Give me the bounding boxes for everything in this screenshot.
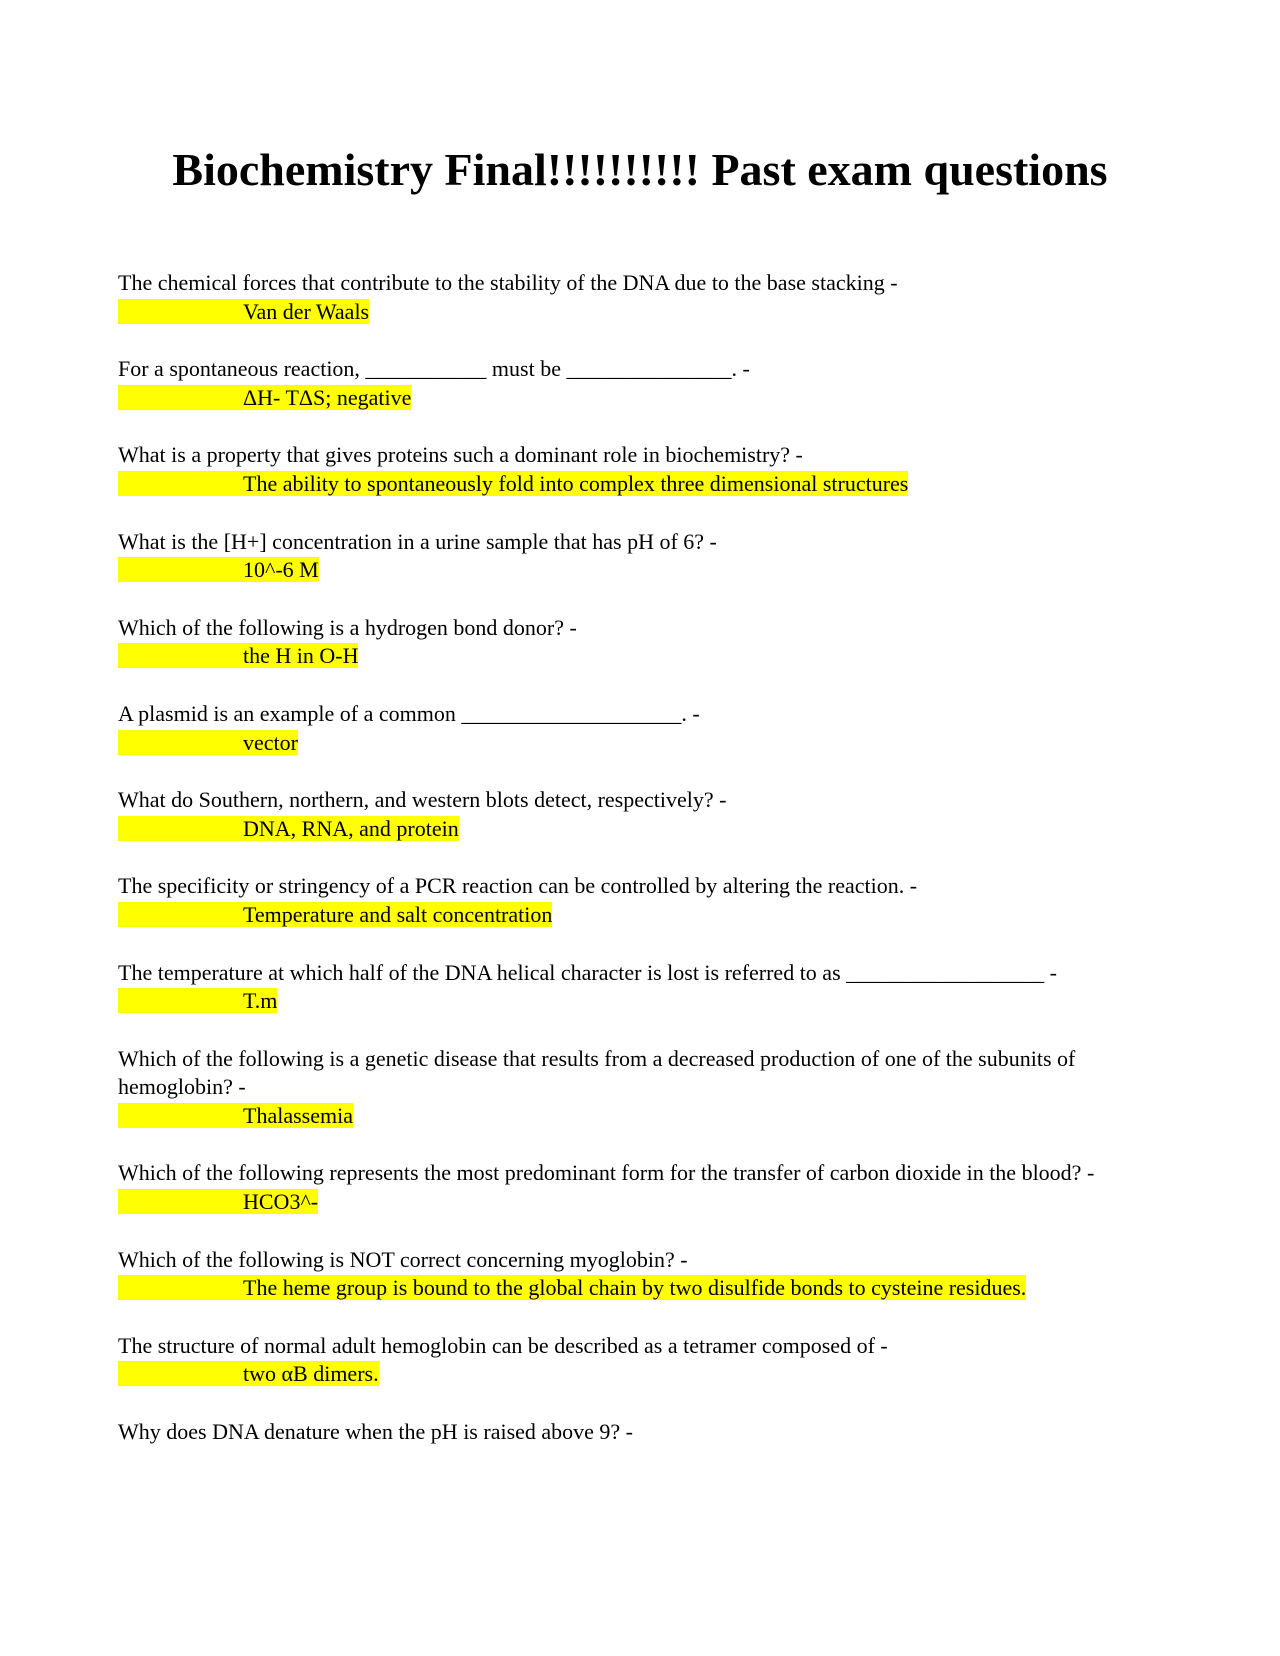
answer-text: DNA, RNA, and protein [118, 816, 459, 841]
answer [118, 1274, 1158, 1303]
qa-item [118, 528, 1158, 585]
answer [118, 1360, 1158, 1389]
question-text: The structure of normal adult hemoglobin can be described as a tetramer composed of - [118, 1332, 888, 1358]
qa-item [118, 441, 1158, 498]
answer-text: The ability to spontaneously fold into complex three dimensional structures [118, 471, 908, 496]
answer [118, 901, 1158, 930]
question-text: For a spontaneous reaction, ___________ must be _______________. - [118, 356, 750, 382]
answer [118, 470, 1158, 499]
qa-item [118, 614, 1158, 671]
qa-item [118, 700, 1158, 757]
answer [118, 384, 1158, 413]
answer-text: The heme group is bound to the global chain by two disulfide bonds to cysteine residues. [118, 1275, 1026, 1300]
question-text: Which of the following represents the most predominant form for the transfer of carbon dioxide in the blood? - [118, 1160, 1095, 1186]
qa-item [118, 1332, 1158, 1389]
question-text: Why does DNA denature when the pH is raised above 9? - [118, 1419, 634, 1445]
answer-text: Thalassemia [118, 1103, 353, 1128]
answer-text: T.m [118, 988, 277, 1013]
question-text: Which of the following is NOT correct concerning myoglobin? - [118, 1246, 688, 1272]
answer-text: HCO3^- [118, 1189, 318, 1214]
answer [118, 1188, 1158, 1217]
qa-item [118, 1418, 1158, 1447]
answer [118, 815, 1158, 844]
answer [118, 556, 1158, 585]
qa-item [118, 1246, 1158, 1303]
answer-text: ΔH- TΔS; negative [118, 385, 411, 410]
answer-text: 10^-6 M [118, 557, 319, 582]
answer [118, 1102, 1158, 1131]
qa-item [118, 355, 1158, 412]
qa-item [118, 1159, 1158, 1216]
question-text: Which of the following is a genetic disease that results from a decreased production of one of the subunits of hemoglobin? - [118, 1045, 1076, 1100]
question-text: A plasmid is an example of a common ____________________. - [118, 700, 700, 726]
qa-item [118, 1045, 1158, 1131]
question-text: What is a property that gives proteins such a dominant role in biochemistry? - [118, 442, 803, 468]
answer-text: two αB dimers. [118, 1361, 379, 1386]
qa-item [118, 959, 1158, 1016]
qa-item [118, 872, 1158, 929]
question-text: What is the [H+] concentration in a urine sample that has pH of 6? - [118, 528, 717, 554]
answer-text: Temperature and salt concentration [118, 902, 552, 927]
question-text: Which of the following is a hydrogen bond donor? - [118, 614, 577, 640]
answer-text: Van der Waals [118, 299, 369, 324]
answer [118, 987, 1158, 1016]
qa-list [118, 269, 1158, 1476]
question-text: The temperature at which half of the DNA helical character is lost is referred to as __________________ - [118, 959, 1057, 985]
document-title: Biochemistry Final!!!!!!!!!! Past exam questions [172, 144, 1108, 195]
question-text: The specificity or stringency of a PCR reaction can be controlled by altering the reaction. - [118, 873, 918, 899]
answer [118, 729, 1158, 758]
answer-text: the H in O-H [118, 643, 358, 668]
qa-item [118, 269, 1158, 326]
qa-item [118, 786, 1158, 843]
question-text: What do Southern, northern, and western blots detect, respectively? - [118, 787, 727, 813]
answer [118, 298, 1158, 327]
answer-text: vector [118, 730, 298, 755]
answer [118, 642, 1158, 671]
question-text: The chemical forces that contribute to the stability of the DNA due to the base stacking - [118, 270, 898, 295]
